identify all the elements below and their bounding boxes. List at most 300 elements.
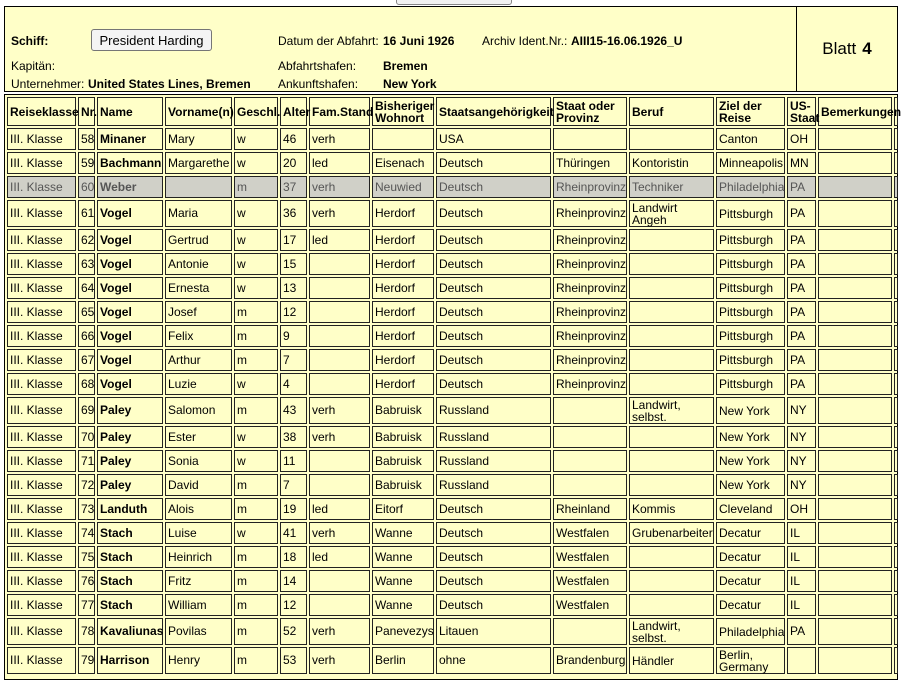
table-header-row [7,97,898,126]
col-header-ziel: Ziel der Reise [716,97,785,126]
unternehmer-label: Unternehmer: [11,77,85,91]
cell-extra [894,349,898,371]
cell-staatsangehoerigkeit: Russland [436,474,551,496]
cell-reiseklasse: III. Klasse [7,200,76,227]
cell-beruf [629,128,714,150]
cell-vorname [165,176,232,198]
cell-surname: Stach [97,570,163,592]
cell-famstand [309,253,370,275]
table-row [7,128,898,150]
cell-us-staat: MN [787,152,816,174]
cell-famstand: verh [309,397,370,424]
cell-geschl: w [234,426,278,448]
cell-provinz: Brandenburg [553,647,627,674]
cell-staatsangehoerigkeit: Deutsch [436,522,551,544]
cell-nr: 60 [78,176,95,198]
cell-staatsangehoerigkeit: Russland [436,397,551,424]
cell-beruf [629,301,714,323]
cell-vorname: Gertrud [165,229,232,251]
cell-alter: 7 [280,474,307,496]
cell-vorname: Ernesta [165,277,232,299]
cell-vorname: Alois [165,498,232,520]
cell-extra [894,594,898,616]
cell-beruf: Grubenarbeiter [629,522,714,544]
cell-wohnort: Babruisk [372,450,434,472]
cell-famstand: verh [309,647,370,674]
cell-staatsangehoerigkeit: Deutsch [436,546,551,568]
cell-vorname: Heinrich [165,546,232,568]
top-button-fragment[interactable] [396,0,512,5]
cell-extra [894,152,898,174]
datum-value: 16 Juni 1926 [383,34,455,48]
cell-wohnort: Eitorf [372,498,434,520]
cell-provinz: Westfalen [553,522,627,544]
cell-beruf: Kontoristin [629,152,714,174]
cell-beruf: Landwirt Angeh [629,200,714,227]
cell-ziel: Pittsburgh [716,277,785,299]
cell-famstand: verh [309,522,370,544]
cell-nr: 59 [78,152,95,174]
cell-bemerkungen [818,253,892,275]
cell-extra [894,373,898,395]
cell-us-staat: OH [787,128,816,150]
cell-provinz: Westfalen [553,546,627,568]
cell-bemerkungen [818,594,892,616]
sheet-number [796,7,897,91]
cell-ziel: Decatur [716,522,785,544]
cell-wohnort: Herdorf [372,229,434,251]
cell-extra [894,128,898,150]
col-header-name: Name [97,97,163,126]
cell-surname: Stach [97,594,163,616]
cell-nr: 67 [78,349,95,371]
cell-reiseklasse: III. Klasse [7,498,76,520]
cell-famstand: led [309,546,370,568]
cell-bemerkungen [818,450,892,472]
cell-reiseklasse: III. Klasse [7,570,76,592]
cell-us-staat: PA [787,349,816,371]
col-header-famstand: Fam.Stand [309,97,370,126]
table-row [7,570,898,592]
cell-ziel: New York [716,474,785,496]
cell-alter: 52 [280,618,307,645]
cell-bemerkungen [818,200,892,227]
cell-nr: 77 [78,594,95,616]
cell-bemerkungen [818,397,892,424]
cell-wohnort: Wanne [372,546,434,568]
ship-header [4,6,898,92]
cell-beruf: Landwirt, selbst. [629,397,714,424]
cell-reiseklasse: III. Klasse [7,152,76,174]
cell-bemerkungen [818,618,892,645]
unternehmer-value: United States Lines, Bremen [88,77,251,91]
passenger-table [5,95,900,676]
cell-extra [894,176,898,198]
cell-geschl: m [234,546,278,568]
cell-alter: 17 [280,229,307,251]
datum-label: Datum der Abfahrt: [278,34,379,48]
cell-vorname: Felix [165,325,232,347]
cell-beruf [629,229,714,251]
table-row [7,594,898,616]
cell-bemerkungen [818,229,892,251]
table-row [7,229,898,251]
cell-extra [894,200,898,227]
cell-ziel: Decatur [716,570,785,592]
col-header-vorname: Vorname(n) [165,97,232,126]
cell-geschl: w [234,522,278,544]
schiff-label: Schiff: [11,34,49,48]
cell-reiseklasse: III. Klasse [7,450,76,472]
cell-famstand: led [309,152,370,174]
cell-alter: 14 [280,570,307,592]
cell-ziel: New York [716,426,785,448]
cell-ziel: Cleveland [716,498,785,520]
cell-alter: 37 [280,176,307,198]
cell-vorname: William [165,594,232,616]
cell-staatsangehoerigkeit: ohne [436,647,551,674]
ankunftshafen-value: New York [383,77,437,91]
kapitaen-label: Kapitän: [11,59,56,73]
ankunftshafen-label: Ankunftshafen: [278,77,359,91]
cell-staatsangehoerigkeit: Deutsch [436,570,551,592]
cell-reiseklasse: III. Klasse [7,277,76,299]
cell-us-staat: NY [787,426,816,448]
cell-famstand: verh [309,200,370,227]
cell-ziel: Pittsburgh [716,253,785,275]
cell-us-staat: OH [787,498,816,520]
cell-us-staat: PA [787,301,816,323]
cell-wohnort: Herdorf [372,253,434,275]
col-header-geschl: Geschl. [234,97,278,126]
cell-famstand: verh [309,618,370,645]
cell-reiseklasse: III. Klasse [7,397,76,424]
table-row [7,176,898,198]
blatt-value: 4 [862,39,872,58]
cell-provinz: Rheinprovinz [553,176,627,198]
cell-surname: Kavaliunas [97,618,163,645]
cell-extra [894,474,898,496]
cell-nr: 71 [78,450,95,472]
cell-surname: Paley [97,474,163,496]
cell-staatsangehoerigkeit: Deutsch [436,176,551,198]
cell-beruf [629,349,714,371]
cell-nr: 68 [78,373,95,395]
cell-alter: 46 [280,128,307,150]
cell-surname: Paley [97,426,163,448]
cell-geschl: m [234,397,278,424]
cell-beruf [629,373,714,395]
col-header-bemerkungen: Bemerkungen [818,97,892,126]
cell-ziel: Decatur [716,546,785,568]
cell-ziel: Decatur [716,594,785,616]
cell-bemerkungen [818,152,892,174]
cell-staatsangehoerigkeit: Deutsch [436,349,551,371]
cell-vorname: Luise [165,522,232,544]
cell-vorname: Salomon [165,397,232,424]
cell-wohnort: Herdorf [372,325,434,347]
cell-reiseklasse: III. Klasse [7,546,76,568]
cell-provinz: Rheinprovinz [553,325,627,347]
cell-vorname: Arthur [165,349,232,371]
cell-us-staat [787,647,816,674]
cell-extra [894,618,898,645]
cell-famstand: verh [309,176,370,198]
cell-staatsangehoerigkeit: Russland [436,426,551,448]
cell-geschl: m [234,618,278,645]
cell-extra [894,647,898,674]
cell-surname: Paley [97,450,163,472]
cell-extra [894,546,898,568]
cell-us-staat: IL [787,570,816,592]
cell-geschl: m [234,570,278,592]
cell-ziel: Pittsburgh [716,325,785,347]
cell-beruf [629,594,714,616]
cell-nr: 70 [78,426,95,448]
cell-alter: 20 [280,152,307,174]
cell-wohnort: Herdorf [372,200,434,227]
table-row [7,498,898,520]
cell-nr: 72 [78,474,95,496]
cell-bemerkungen [818,546,892,568]
cell-staatsangehoerigkeit: Deutsch [436,498,551,520]
cell-wohnort: Babruisk [372,474,434,496]
cell-us-staat: PA [787,229,816,251]
cell-geschl: w [234,450,278,472]
cell-geschl: m [234,647,278,674]
cell-reiseklasse: III. Klasse [7,229,76,251]
col-header-provinz: Staat oder Provinz [553,97,627,126]
abfahrtshafen-label: Abfahrtshafen: [278,59,357,73]
cell-geschl: m [234,349,278,371]
table-row [7,200,898,227]
cell-wohnort [372,128,434,150]
cell-nr: 69 [78,397,95,424]
cell-provinz: Rheinprovinz [553,373,627,395]
cell-nr: 64 [78,277,95,299]
cell-vorname: Fritz [165,570,232,592]
cell-beruf [629,570,714,592]
cell-geschl: w [234,152,278,174]
cell-extra [894,253,898,275]
col-header-alter: Alter [280,97,307,126]
cell-beruf [629,325,714,347]
cell-provinz: Rheinprovinz [553,349,627,371]
cell-provinz: Rheinprovinz [553,200,627,227]
cell-ziel: Pittsburgh [716,200,785,227]
col-header-staatsangehoerigkeit: Staatsangehörigkeit [436,97,551,126]
cell-reiseklasse: III. Klasse [7,522,76,544]
table-row [7,546,898,568]
cell-nr: 79 [78,647,95,674]
cell-nr: 78 [78,618,95,645]
cell-nr: 66 [78,325,95,347]
cell-wohnort: Berlin [372,647,434,674]
cell-bemerkungen [818,426,892,448]
cell-staatsangehoerigkeit: Russland [436,450,551,472]
cell-wohnort: Eisenach [372,152,434,174]
cell-surname: Harrison [97,647,163,674]
cell-vorname: Josef [165,301,232,323]
cell-provinz: Westfalen [553,594,627,616]
table-row [7,277,898,299]
cell-alter: 15 [280,253,307,275]
ship-name-button[interactable]: President Harding [91,29,212,51]
cell-reiseklasse: III. Klasse [7,647,76,674]
cell-extra [894,426,898,448]
table-row [7,325,898,347]
cell-vorname: Henry [165,647,232,674]
cell-ziel: Philadelphia [716,176,785,198]
cell-reiseklasse: III. Klasse [7,301,76,323]
table-row [7,474,898,496]
cell-famstand [309,325,370,347]
cell-beruf [629,277,714,299]
cell-famstand: verh [309,426,370,448]
cell-geschl: w [234,373,278,395]
cell-geschl: m [234,498,278,520]
cell-ziel: New York [716,450,785,472]
cell-alter: 53 [280,647,307,674]
col-header-beruf: Beruf [629,97,714,126]
cell-beruf [629,474,714,496]
cell-extra [894,397,898,424]
cell-bemerkungen [818,349,892,371]
cell-alter: 18 [280,546,307,568]
cell-surname: Vogel [97,253,163,275]
cell-wohnort: Wanne [372,522,434,544]
cell-surname: Vogel [97,200,163,227]
cell-alter: 43 [280,397,307,424]
cell-alter: 13 [280,277,307,299]
cell-beruf: Händler [629,647,714,674]
cell-wohnort: Wanne [372,570,434,592]
table-row [7,253,898,275]
cell-wohnort: Babruisk [372,397,434,424]
cell-reiseklasse: III. Klasse [7,594,76,616]
cell-nr: 75 [78,546,95,568]
cell-extra [894,570,898,592]
cell-wohnort: Herdorf [372,277,434,299]
cell-us-staat: NY [787,450,816,472]
cell-famstand [309,450,370,472]
cell-surname: Vogel [97,301,163,323]
cell-geschl: w [234,253,278,275]
cell-extra [894,325,898,347]
cell-staatsangehoerigkeit: Deutsch [436,277,551,299]
cell-us-staat: IL [787,522,816,544]
cell-provinz: Thüringen [553,152,627,174]
cell-bemerkungen [818,373,892,395]
cell-famstand [309,349,370,371]
cell-provinz: Rheinprovinz [553,253,627,275]
table-row [7,426,898,448]
cell-provinz: Westfalen [553,570,627,592]
cell-famstand [309,570,370,592]
cell-provinz: Rheinprovinz [553,277,627,299]
cell-wohnort: Neuwied [372,176,434,198]
cell-reiseklasse: III. Klasse [7,474,76,496]
cell-us-staat: PA [787,176,816,198]
cell-us-staat: PA [787,373,816,395]
cell-extra [894,522,898,544]
cell-surname: Minaner [97,128,163,150]
cell-wohnort: Babruisk [372,426,434,448]
cell-bemerkungen [818,570,892,592]
cell-surname: Landuth [97,498,163,520]
cell-reiseklasse: III. Klasse [7,128,76,150]
cell-beruf: Landwirt, selbst. [629,618,714,645]
cell-nr: 65 [78,301,95,323]
cell-staatsangehoerigkeit: Deutsch [436,325,551,347]
cell-surname: Weber [97,176,163,198]
table-row [7,522,898,544]
cell-staatsangehoerigkeit: Deutsch [436,200,551,227]
cell-provinz [553,618,627,645]
cell-us-staat: PA [787,277,816,299]
table-row [7,152,898,174]
cell-us-staat: IL [787,546,816,568]
cell-provinz: Rheinland [553,498,627,520]
cell-staatsangehoerigkeit: Deutsch [436,229,551,251]
cell-ziel: Pittsburgh [716,373,785,395]
cell-wohnort: Panevezys [372,618,434,645]
cell-beruf [629,253,714,275]
cell-provinz [553,426,627,448]
cell-us-staat: PA [787,200,816,227]
cell-alter: 7 [280,349,307,371]
cell-staatsangehoerigkeit: Deutsch [436,253,551,275]
cell-reiseklasse: III. Klasse [7,325,76,347]
cell-extra [894,450,898,472]
cell-vorname: Maria [165,200,232,227]
cell-alter: 9 [280,325,307,347]
archiv-value: AIII15-16.06.1926_U [571,34,683,48]
cell-alter: 12 [280,301,307,323]
cell-surname: Vogel [97,349,163,371]
cell-bemerkungen [818,128,892,150]
cell-ziel: Philadelphia [716,618,785,645]
cell-famstand [309,373,370,395]
cell-geschl: w [234,229,278,251]
cell-beruf: Kommis [629,498,714,520]
cell-famstand: verh [309,128,370,150]
cell-extra [894,498,898,520]
cell-vorname: Margarethe [165,152,232,174]
cell-ziel: Pittsburgh [716,229,785,251]
cell-geschl: m [234,325,278,347]
cell-us-staat: IL [787,594,816,616]
cell-geschl: w [234,277,278,299]
cell-staatsangehoerigkeit: USA [436,128,551,150]
cell-surname: Vogel [97,373,163,395]
cell-reiseklasse: III. Klasse [7,253,76,275]
cell-ziel: Minneapolis [716,152,785,174]
cell-famstand [309,301,370,323]
cell-bemerkungen [818,325,892,347]
cell-nr: 58 [78,128,95,150]
cell-provinz [553,397,627,424]
cell-bemerkungen [818,522,892,544]
cell-nr: 74 [78,522,95,544]
cell-geschl: m [234,594,278,616]
cell-alter: 38 [280,426,307,448]
cell-ziel: New York [716,397,785,424]
cell-ziel: Canton [716,128,785,150]
cell-vorname: Sonia [165,450,232,472]
cell-surname: Paley [97,397,163,424]
cell-vorname: Antonie [165,253,232,275]
